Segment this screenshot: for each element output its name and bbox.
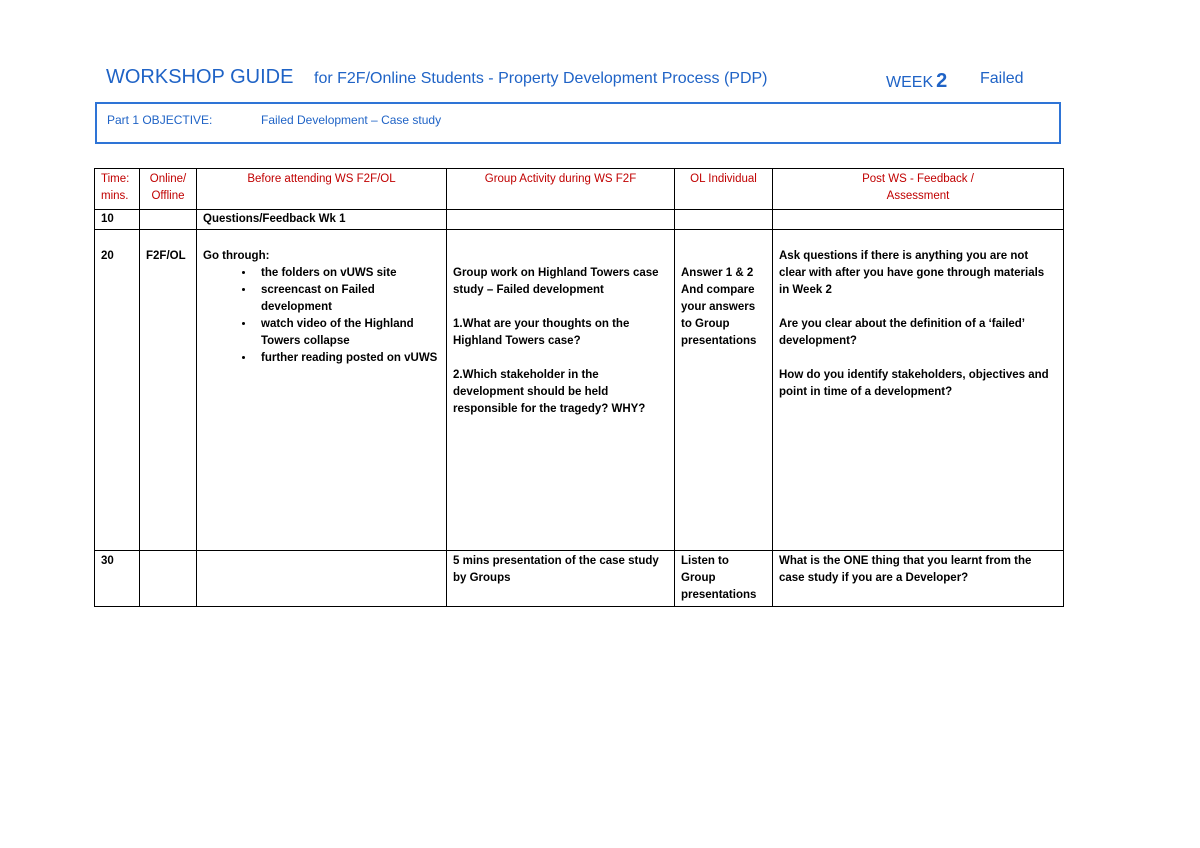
post-paragraph-3: How do you identify stakeholders, objectives and point in time of a development? <box>779 369 1049 398</box>
objective-box <box>95 102 1061 144</box>
row3-mode <box>140 551 197 607</box>
row3-ol: Listen to Group presentations <box>675 551 773 607</box>
header-ol: OL Individual <box>675 169 773 210</box>
group-question-2: 2.Which stakeholder in the development should be held responsible for the tragedy? WHY? <box>453 369 646 415</box>
row2-ol <box>675 230 773 551</box>
row2-before <box>197 230 447 551</box>
row1-mode <box>140 210 197 230</box>
before-list <box>203 265 440 367</box>
header-time-line2: mins. <box>101 190 129 202</box>
document-header <box>106 66 1046 96</box>
table-header-row <box>95 169 1064 210</box>
row1-ol <box>675 210 773 230</box>
list-item: • watch video of the Highland Towers collapse <box>255 316 440 350</box>
header-time-line1: Time: <box>101 173 130 185</box>
objective-value: Failed Development – Case study <box>261 113 442 127</box>
header-mode <box>140 169 197 210</box>
group-intro: Group work on Highland Towers case study – Failed development <box>453 267 659 296</box>
row2-time: 20 <box>95 230 140 551</box>
list-item: • the folders on vUWS site <box>255 265 440 282</box>
header-group: Group Activity during WS F2F <box>447 169 675 210</box>
document-title: WORKSHOP GUIDE <box>106 66 294 88</box>
list-item: • further reading posted on vUWS <box>255 350 440 367</box>
row3-before <box>197 551 447 607</box>
week-indicator <box>886 70 947 93</box>
status-label: Failed <box>980 70 1024 87</box>
workshop-table <box>94 168 1064 607</box>
table-row <box>95 230 1064 551</box>
row1-post <box>773 210 1064 230</box>
header-time <box>95 169 140 210</box>
header-mode-line2: Offline <box>151 190 185 202</box>
post-paragraph-2: Are you clear about the definition of a ‘failed’ development? <box>779 318 1025 347</box>
post-paragraph-1: Ask questions if there is anything you are not clear with after you have gone through materials in Week 2 <box>779 250 1045 296</box>
objective-label: Part 1 OBJECTIVE: <box>107 113 213 127</box>
document-subtitle: for F2F/Online Students - Property Development Process (PDP) <box>314 70 768 87</box>
header-post-line1: Post WS - Feedback / <box>862 173 974 185</box>
row2-group <box>447 230 675 551</box>
row2-mode: F2F/OL <box>140 230 197 551</box>
header-post <box>773 169 1064 210</box>
row1-group <box>447 210 675 230</box>
week-label: WEEK <box>886 74 934 91</box>
list-item: • screencast on Failed development <box>255 282 440 316</box>
row1-time: 10 <box>95 210 140 230</box>
table-row <box>95 210 1064 230</box>
header-mode-line1: Online/ <box>149 173 187 185</box>
table-row <box>95 551 1064 607</box>
ol-instructions: Answer 1 & 2 And compare your answers to Group presentations <box>681 267 757 347</box>
row2-post <box>773 230 1064 551</box>
header-before: Before attending WS F2F/OL <box>197 169 447 210</box>
row3-group: 5 mins presentation of the case study by Groups <box>447 551 675 607</box>
row3-time: 30 <box>95 551 140 607</box>
week-number: 2 <box>936 70 948 92</box>
header-post-line2: Assessment <box>886 190 950 202</box>
before-heading: Go through: <box>203 250 270 262</box>
group-question-1: 1.What are your thoughts on the Highland Towers case? <box>453 318 630 347</box>
row1-before: Questions/Feedback Wk 1 <box>197 210 447 230</box>
row3-post: What is the ONE thing that you learnt from the case study if you are a Developer? <box>773 551 1064 607</box>
